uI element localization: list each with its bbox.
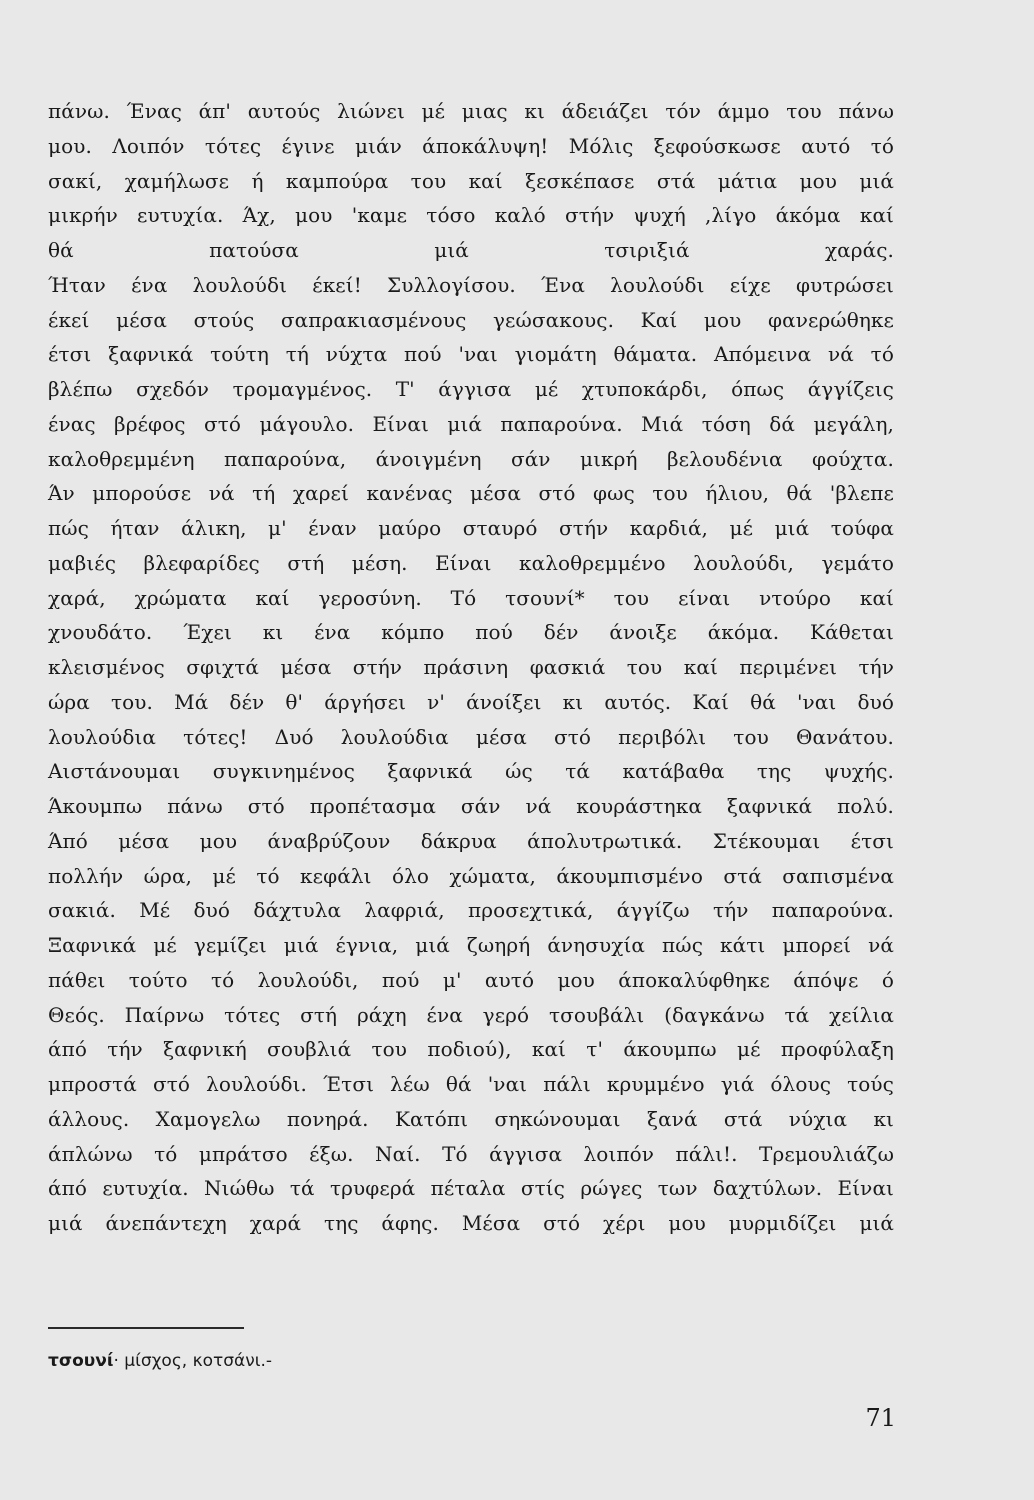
text-line: πολλήν ώρα, μέ τό κεφάλι όλο χώματα, άκουμπισμένο στά σαπισμένα bbox=[48, 863, 894, 888]
footnote-definition: · μίσχος, κοτσάνι.- bbox=[113, 1351, 273, 1371]
text-line: μαβιές βλεφαρίδες στή μέση. Είναι καλοθρεμμένο λουλούδι, γεμάτο bbox=[48, 550, 894, 575]
text-line: Θεός. Παίρνω τότες στή ράχη ένα γερό τσουβάλι (δαγκάνω τά χείλια bbox=[48, 1002, 894, 1027]
text-line: Ήταν ένα λουλούδι έκεί! Συλλογίσου. Ένα λουλούδι είχε φυτρώσει bbox=[48, 272, 894, 297]
text-line: Άπό μέσα μου άναβρύζουν δάκρυα άπολυτρωτικά. Στέκουμαι έτσι bbox=[48, 828, 894, 853]
text-line: σακί, χαμήλωσε ή καμπούρα του καί ξεσκέπασε στά μάτια μου μιά bbox=[48, 168, 894, 193]
body-text bbox=[48, 94, 894, 1241]
text-line: ένας βρέφος στό μάγουλο. Είναι μιά παπαρούνα. Μιά τόση δά μεγάλη, bbox=[48, 411, 894, 436]
text-line: κλεισμένος σφιχτά μέσα στήν πράσινη φασκιά του καί περιμένει τήν bbox=[48, 655, 894, 679]
text-line: άλλους. Χαμογελω πονηρά. Κατόπι σηκώνουμαι ξανά στά νύχια κι bbox=[48, 1106, 894, 1131]
text-line: Άκουμπω πάνω στό προπέτασμα σάν νά κουράστηκα ξαφνικά πολύ. bbox=[48, 794, 894, 818]
text-line: θά πατούσα μιά τσιριξιά χαράς. bbox=[48, 238, 894, 262]
text-line: μπροστά στό λουλούδι. Έτσι λέω θά 'ναι πάλι κρυμμένο γιά όλους τούς bbox=[48, 1072, 894, 1096]
text-line: χαρά, χρώματα καί γεροσύνη. Τό τσουνί* του είναι ντούρο καί bbox=[48, 585, 894, 610]
text-line: μικρήν ευτυχία. Άχ, μου 'καμε τόσο καλό στήν ψυχή ,λίγο άκόμα καί bbox=[48, 203, 894, 228]
text-line: Αιστάνουμαι συγκινημένος ξαφνικά ώς τά κατάβαθα της ψυχής. bbox=[48, 759, 894, 784]
text-line: μου. Λοιπόν τότες έγινε μιάν άποκάλυψη! Μόλις ξεφούσκωσε αυτό τό bbox=[48, 133, 894, 158]
text-line: πάθει τούτο τό λουλούδι, πού μ' αυτό μου άποκαλύφθηκε άπόψε ό bbox=[48, 967, 894, 992]
text-line: έκεί μέσα στούς σαπρακιασμένους γεώσακους. Καί μου φανερώθηκε bbox=[48, 307, 894, 332]
page-number: 71 bbox=[865, 1404, 896, 1432]
text-line: σακιά. Μέ δυό δάχτυλα λαφριά, προσεχτικά, άγγίζω τήν παπαρούνα. bbox=[48, 898, 894, 923]
text-line: βλέπω σχεδόν τρομαγμένος. Τ' άγγισα μέ χτυποκάρδι, όπως άγγίζεις bbox=[48, 377, 894, 401]
text-line: έτσι ξαφνικά τούτη τή νύχτα πού 'ναι γιομάτη θάματα. Απόμεινα νά τό bbox=[48, 342, 894, 367]
text-line: πώς ήταν άλικη, μ' έναν μαύρο σταυρό στήν καρδιά, μέ μιά τούφα bbox=[48, 516, 894, 540]
text-line: άπό τήν ξαφνική σουβλιά του ποδιού), καί τ' άκουμπω μέ προφύλαξη bbox=[48, 1037, 894, 1062]
text-line: άπό ευτυχία. Νιώθω τά τρυφερά πέταλα στίς ρώγες των δαχτύλων. Είναι bbox=[48, 1176, 894, 1201]
footnote bbox=[48, 1351, 272, 1371]
text-line: Ξαφνικά μέ γεμίζει μιά έγνια, μιά ζωηρή άνησυχία πώς κάτι μπορεί νά bbox=[48, 933, 894, 957]
text-line: Άν μπορούσε νά τή χαρεί κανένας μέσα στό φως του ήλιου, θά 'βλεπε bbox=[48, 481, 894, 506]
footnote-rule bbox=[48, 1327, 244, 1329]
text-line: ώρα του. Μά δέν θ' άργήσει ν' άνοίξει κι αυτός. Καί θά 'ναι δυό bbox=[48, 689, 894, 714]
text-line: άπλώνω τό μπράτσο έξω. Ναί. Τό άγγισα λοιπόν πάλι!. Τρεμουλιάζω bbox=[48, 1141, 894, 1166]
footnote-term: τσουνί bbox=[48, 1351, 114, 1371]
text-line: μιά άνεπάντεχη χαρά της άφης. Μέσα στό χέρι μου μυρμιδίζει μιά bbox=[48, 1211, 894, 1235]
text-line: λουλούδια τότες! Δυό λουλούδια μέσα στό περιβόλι του Θανάτου. bbox=[48, 724, 894, 749]
text-line: πάνω. Ένας άπ' αυτούς λιώνει μέ μιας κι άδειάζει τόν άμμο του πάνω bbox=[48, 99, 894, 123]
text-line: χνουδάτο. Έχει κι ένα κόμπο πού δέν άνοιξε άκόμα. Κάθεται bbox=[48, 620, 894, 645]
text-line: καλοθρεμμένη παπαρούνα, άνοιγμένη σάν μικρή βελουδένια φούχτα. bbox=[48, 446, 894, 471]
